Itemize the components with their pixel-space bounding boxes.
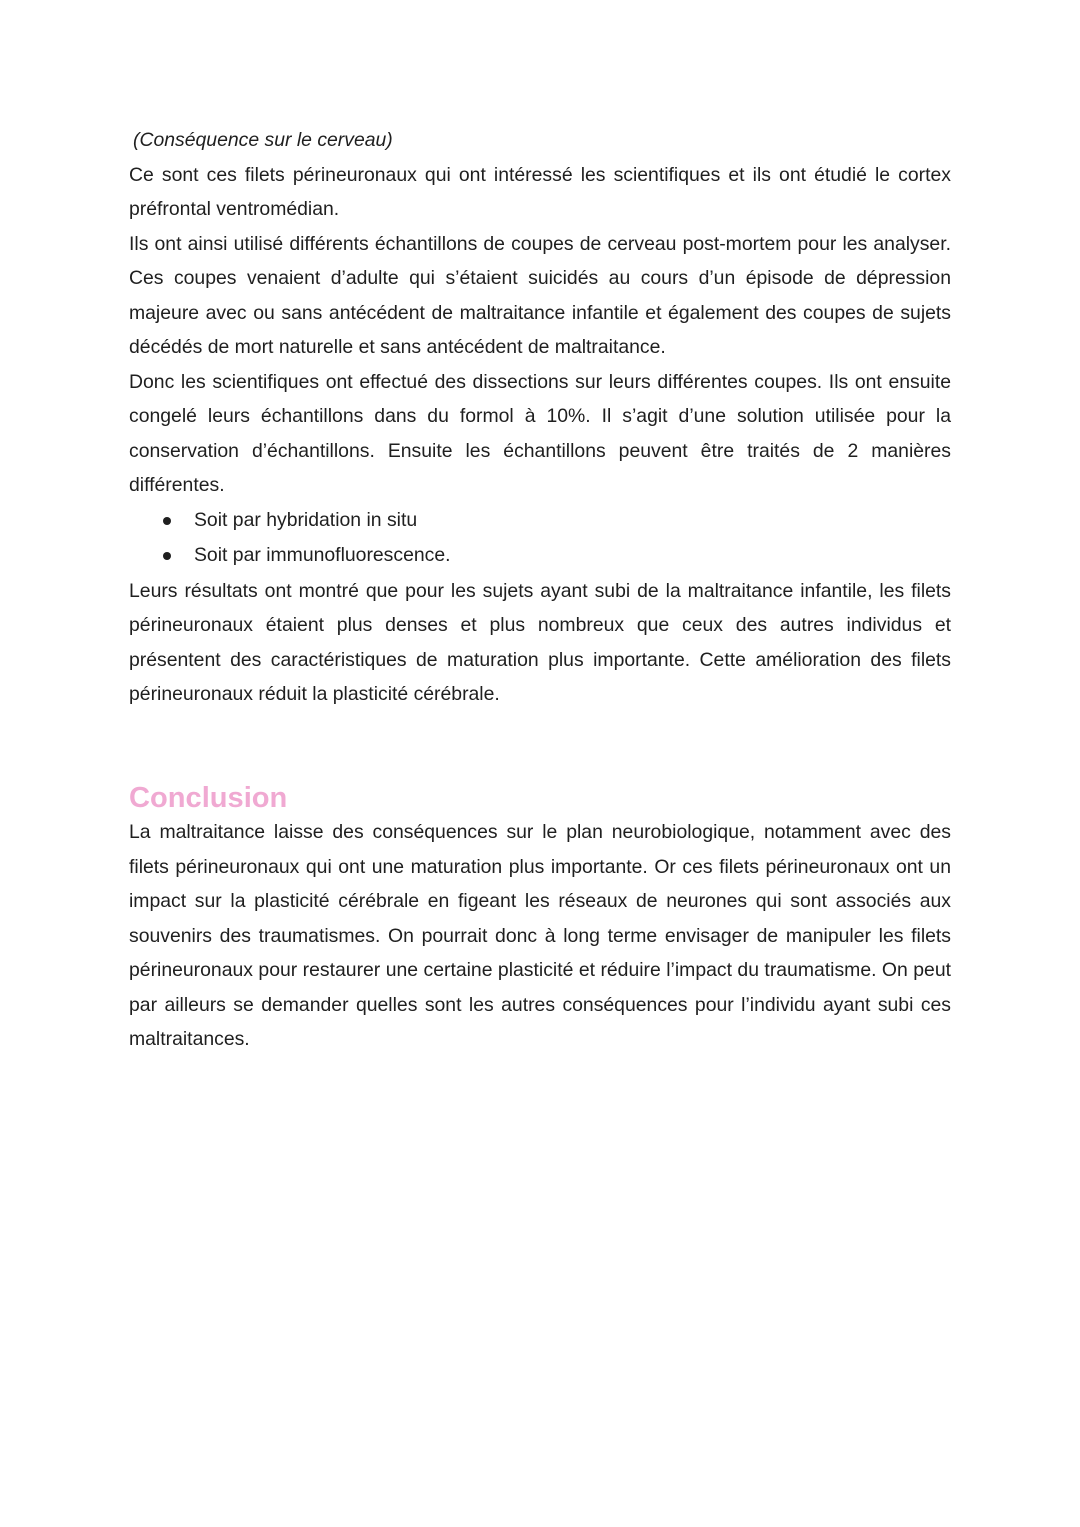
conclusion-heading: Conclusion [129, 781, 288, 814]
bullet-item [129, 503, 951, 539]
section-spacer [129, 712, 951, 781]
paragraph-results: Leurs résultats ont montré que pour les sujets ayant subi de la maltraitance infantile, les filets périneuronaux étaient plus denses et plus nombreux que ceux des autres individus et présentent des caractéristiques de maturation plus importante. Cette amélioration des filets périneuronaux réduit la plasticité cérébrale. [129, 579, 951, 705]
bullet-item [129, 538, 951, 574]
bullet-dot-icon [163, 517, 171, 525]
paragraph-method: Donc les scientifiques ont effectué des dissections sur leurs différentes coupes. Ils ont ensuite congelé leurs échantillons dans du formol à 10%. Il s’agit d’une solution utilisée pour la conservation d’échantillons. Ensuite les échantillons peuvent être traités de 2 manières différentes. [129, 370, 951, 496]
page-content [129, 123, 951, 1057]
section-subtitle: (Conséquence sur le cerveau) [133, 129, 393, 151]
bullet-dot-icon [163, 552, 171, 560]
bullet-text: Soit par immunofluorescence. [194, 544, 451, 566]
method-bullet-list [129, 503, 951, 574]
bullet-text: Soit par hybridation in situ [194, 508, 418, 531]
paragraph-intro: Ce sont ces filets périneuronaux qui ont intéressé les scientifiques et ils ont étudié le cortex préfrontal ventromédian. [129, 163, 951, 220]
paragraph-samples: Ils ont ainsi utilisé différents échantillons de coupes de cerveau post-mortem pour les analyser. Ces coupes venaient d’adulte qui s’étaient suicidés au cours d’un épisode de dépression majeure avec ou sans antécédent de maltraitance infantile et également des coupes de sujets décédés de mort naturelle et sans antécédent de maltraitance. [129, 232, 951, 358]
conclusion-text: La maltraitance laisse des conséquences sur le plan neurobiologique, notamment avec des filets périneuronaux qui ont une maturation plus importante. Or ces filets périneuronaux ont un impact sur la plasticité cérébrale en figeant les réseaux de neurones qui sont associés aux souvenirs des traumatismes. On pourrait donc à long terme envisager de manipuler les filets périneuronaux pour restaurer une certaine plasticité et réduire l’impact du traumatisme. On peut par ailleurs se demander quelles sont les autres conséquences pour l’individu ayant subi ces maltraitances. [129, 821, 951, 1050]
